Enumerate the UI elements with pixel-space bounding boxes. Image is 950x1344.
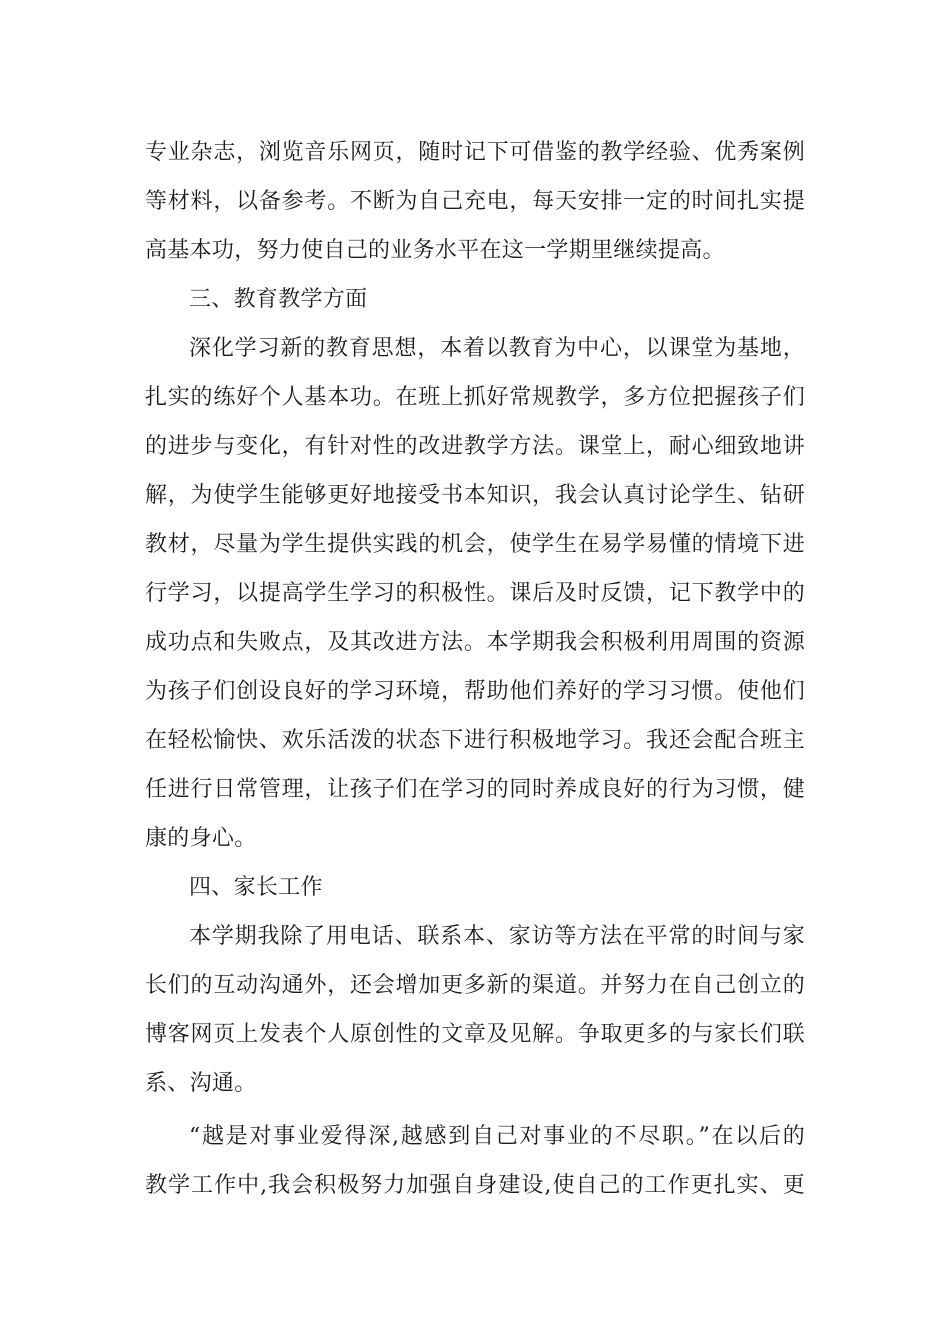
text-line: 教学工作中,我会积极努力加强自身建设,使自己的工作更扎实、更	[145, 1173, 805, 1198]
text-line: 行学习，以提高学生学习的积极性。课后及时反馈，记下教学中的	[145, 581, 805, 606]
text-line: 成功点和失败点，及其改进方法。本学期我会积极利用周围的资源	[145, 630, 805, 655]
text-line: 为孩子们创设良好的学习环境，帮助他们养好的学习习惯。使他们	[145, 679, 805, 704]
text-line: 扎实的练好个人基本功。在班上抓好常规教学，多方位把握孩子们	[145, 385, 805, 410]
text-line: 等材料，以备参考。不断为自己充电，每天安排一定的时间扎实提	[145, 189, 805, 214]
document-body	[145, 128, 805, 1210]
text-line: 的进步与变化，有针对性的改进教学方法。课堂上，耐心细致地讲	[145, 434, 805, 459]
text-line: 教材，尽量为学生提供实践的机会，使学生在易学易懂的情境下进	[145, 532, 805, 557]
text-line: 专业杂志，浏览音乐网页，随时记下可借鉴的教学经验、优秀案例	[145, 140, 805, 165]
text-line: 长们的互动沟通外，还会增加更多新的渠道。并努力在自己创立的	[145, 973, 805, 998]
text-line: 在轻松愉快、欢乐活泼的状态下进行积极地学习。我还会配合班主	[145, 728, 805, 753]
text-line: 本学期我除了用电话、联系本、家访等方法在平常的时间与家	[189, 924, 805, 949]
text-line: 深化学习新的教育思想，本着以教育为中心，以课堂为基地，	[189, 336, 805, 361]
text-line: 任进行日常管理，让孩子们在学习的同时养成良好的行为习惯，健	[145, 777, 805, 802]
text-line: 三、教育教学方面	[189, 287, 368, 312]
text-line: 高基本功，努力使自己的业务水平在这一学期里继续提高。	[145, 238, 725, 263]
text-line: “越是对事业爱得深,越感到自己对事业的不尽职。”在以后的	[189, 1124, 805, 1149]
text-line: 康的身心。	[145, 826, 257, 851]
text-line: 博客网页上发表个人原创性的文章及见解。争取更多的与家长们联	[145, 1022, 805, 1047]
text-line: 系、沟通。	[145, 1071, 257, 1096]
text-line: 解，为使学生能够更好地接受书本知识，我会认真讨论学生、钻研	[145, 483, 805, 508]
text-line: 四、家长工作	[189, 875, 323, 900]
